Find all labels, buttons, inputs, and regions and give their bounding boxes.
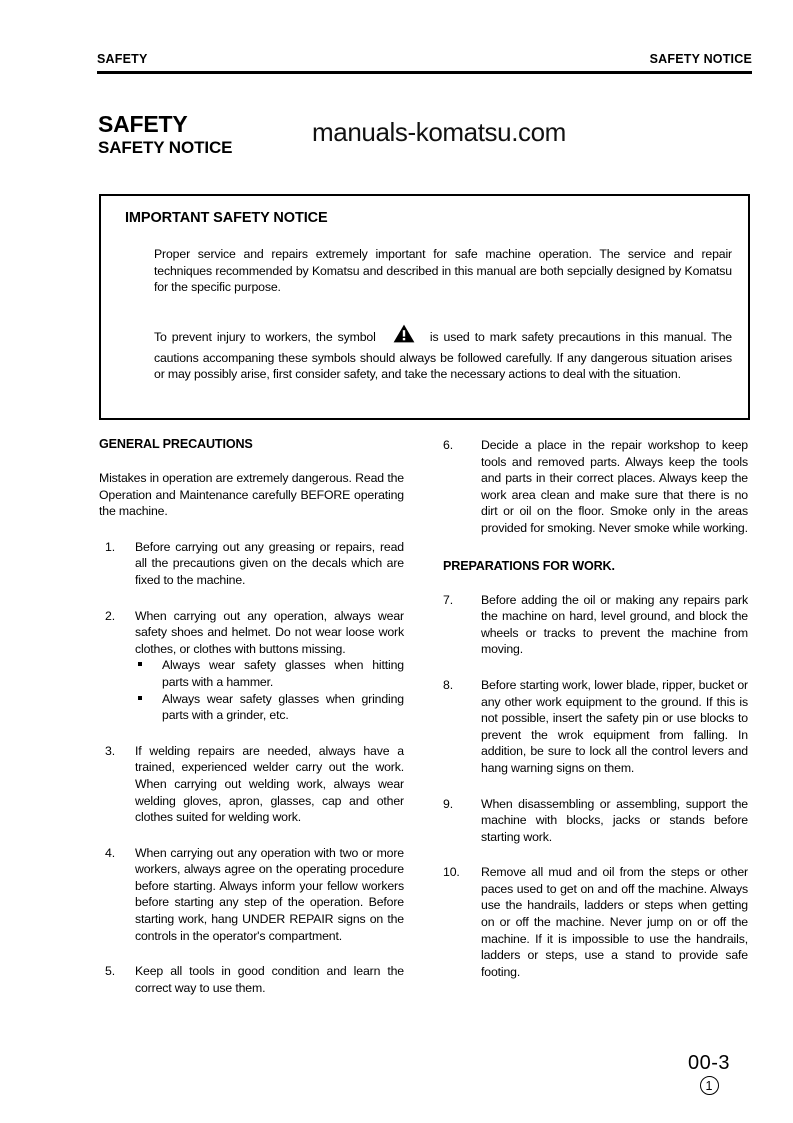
list-item-number: 6. (443, 438, 453, 452)
left-column (99, 437, 404, 1015)
sub-list-item (135, 691, 404, 724)
list-item-body (135, 608, 404, 724)
list-item-text: When carrying out any operation with two or more workers, always agree on the operating procedure before starting. Always inform your fellow workers before starting any step of the operation. Before starting work, hang UNDER REPAIR signs on the controls in the operator's compartment. (135, 845, 404, 943)
running-header (97, 52, 752, 66)
list-item (443, 864, 748, 980)
list-item-text: If welding repairs are needed, always have a trained, experienced welder carry out the work. When carrying out welding work, always wear welding gloves, apron, glasses, cap and other clothes suited for welding work. (135, 743, 404, 825)
sub-list-item-text: Always wear safety glasses when hitting parts with a hammer. (162, 658, 404, 689)
important-safety-notice-box (99, 194, 750, 420)
running-header-left: SAFETY (97, 52, 148, 66)
list-item-text: Before adding the oil or making any repairs park the machine on hard, level ground, and block the wheels or tracks to prevent the machine from moving. (481, 592, 748, 657)
sub-list-item-text: Always wear safety glasses when grinding parts with a grinder, etc. (162, 691, 404, 723)
list-item (99, 539, 404, 589)
list-item (99, 743, 404, 826)
list-item-number: 4. (105, 845, 115, 860)
list-item-body (481, 677, 748, 777)
running-header-right: SAFETY NOTICE (649, 52, 752, 66)
list-item (443, 796, 748, 846)
notice-paragraph-1: Proper service and repairs extremely important for safe machine operation. The service and repair techniques recommended by Komatsu and described in this manual are both sepcially designed by Komatsu for the specific purpose. (154, 247, 732, 295)
list-item-number: 2. (105, 608, 115, 623)
preparations-for-work-heading: PREPARATIONS FOR WORK. (443, 558, 615, 573)
notice-paragraph-2-tail: is used to mark safety precautions in this manual. The cautions accompaning these symbols should always be followed carefully. If any dangerous situation arises or may possibly arise, first consider safety, and take the necessary actions to deal with the situation. (154, 330, 732, 382)
list-item-body (481, 796, 748, 846)
list-item (99, 845, 404, 945)
notice-paragraph-2 (154, 326, 732, 383)
list-item-body (481, 437, 748, 537)
list-item-text: Decide a place in the repair workshop to keep tools and removed parts. Always keep the tools and parts in their correct places. Always keep the work area clean and make sure that there is no dirt or oil on the floor. Smoke only in the areas provided for smoking. Never smoke while working. (481, 438, 748, 535)
watermark-text: manuals-komatsu.com (312, 117, 566, 147)
header-rule (97, 71, 752, 74)
square-bullet-icon (135, 657, 162, 690)
list-item-text: Keep all tools in good condition and learn the correct way to use them. (135, 964, 404, 995)
general-precautions-heading: GENERAL PRECAUTIONS (99, 437, 253, 451)
list-item (99, 963, 404, 996)
list-item-text: When carrying out any operation, always wear safety shoes and helmet. Do not wear loose work clothes, or clothes with buttons missing. (135, 608, 404, 656)
list-item-body (135, 743, 404, 826)
list-item-text: Before starting work, lower blade, ripper, bucket or any other work equipment to the ground. If this is not possible, insert the safety pin or use blocks to prevent the wrok equipment from falling. In addition, be sure to lock all the control levers and hang warning signs on them. (481, 677, 748, 775)
list-item-number: 5. (105, 964, 115, 979)
list-item-number: 8. (443, 677, 453, 692)
right-column (443, 437, 748, 999)
list-item (443, 677, 748, 777)
sub-list-item (135, 657, 404, 690)
list-item-body (481, 864, 748, 980)
general-precautions-intro: Mistakes in operation are extremely dangerous. Read the Operation and Maintenance carefully BEFORE operating the machine. (99, 471, 404, 519)
list-item-text: Before carrying out any greasing or repairs, read all the precautions given on the decals which are fixed to the machine. (135, 539, 404, 587)
list-item-number: 3. (105, 743, 115, 758)
notice-heading: IMPORTANT SAFETY NOTICE (125, 210, 328, 226)
list-item-text: When disassembling or assembling, support the machine with blocks, jacks or stands before starting work. (481, 796, 748, 844)
sub-list (135, 657, 404, 723)
list-item-number: 10. (443, 865, 460, 880)
list-item-number: 1. (105, 539, 115, 554)
list-item (443, 592, 748, 658)
list-item (99, 608, 404, 724)
notice-paragraph-2-lead: To prevent injury to workers, the symbol (154, 330, 376, 344)
list-item-body (135, 845, 404, 945)
list-item-body (481, 592, 748, 658)
list-item-body (135, 963, 404, 996)
page-number: 00-3 (687, 1052, 731, 1074)
list-item-number: 7. (443, 592, 453, 607)
list-item (443, 437, 748, 537)
list-item-text: Remove all mud and oil from the steps or other paces used to get on and off the machine. Always use the handrails, ladders or steps when getting on or off the machine. Never jump on or off the machine. If it is impossible to use the handrails, ladders or steps, use a stand to provide safe footing. (481, 865, 748, 979)
page-folio (669, 1052, 749, 1095)
list-item-number: 9. (443, 796, 453, 811)
warning-triangle-icon (393, 324, 415, 348)
list-item-body (135, 539, 404, 589)
page-subtitle: SAFETY NOTICE (98, 138, 233, 157)
page-title: SAFETY (98, 111, 188, 137)
square-bullet-icon (135, 691, 162, 724)
revision-badge: 1 (700, 1076, 719, 1095)
